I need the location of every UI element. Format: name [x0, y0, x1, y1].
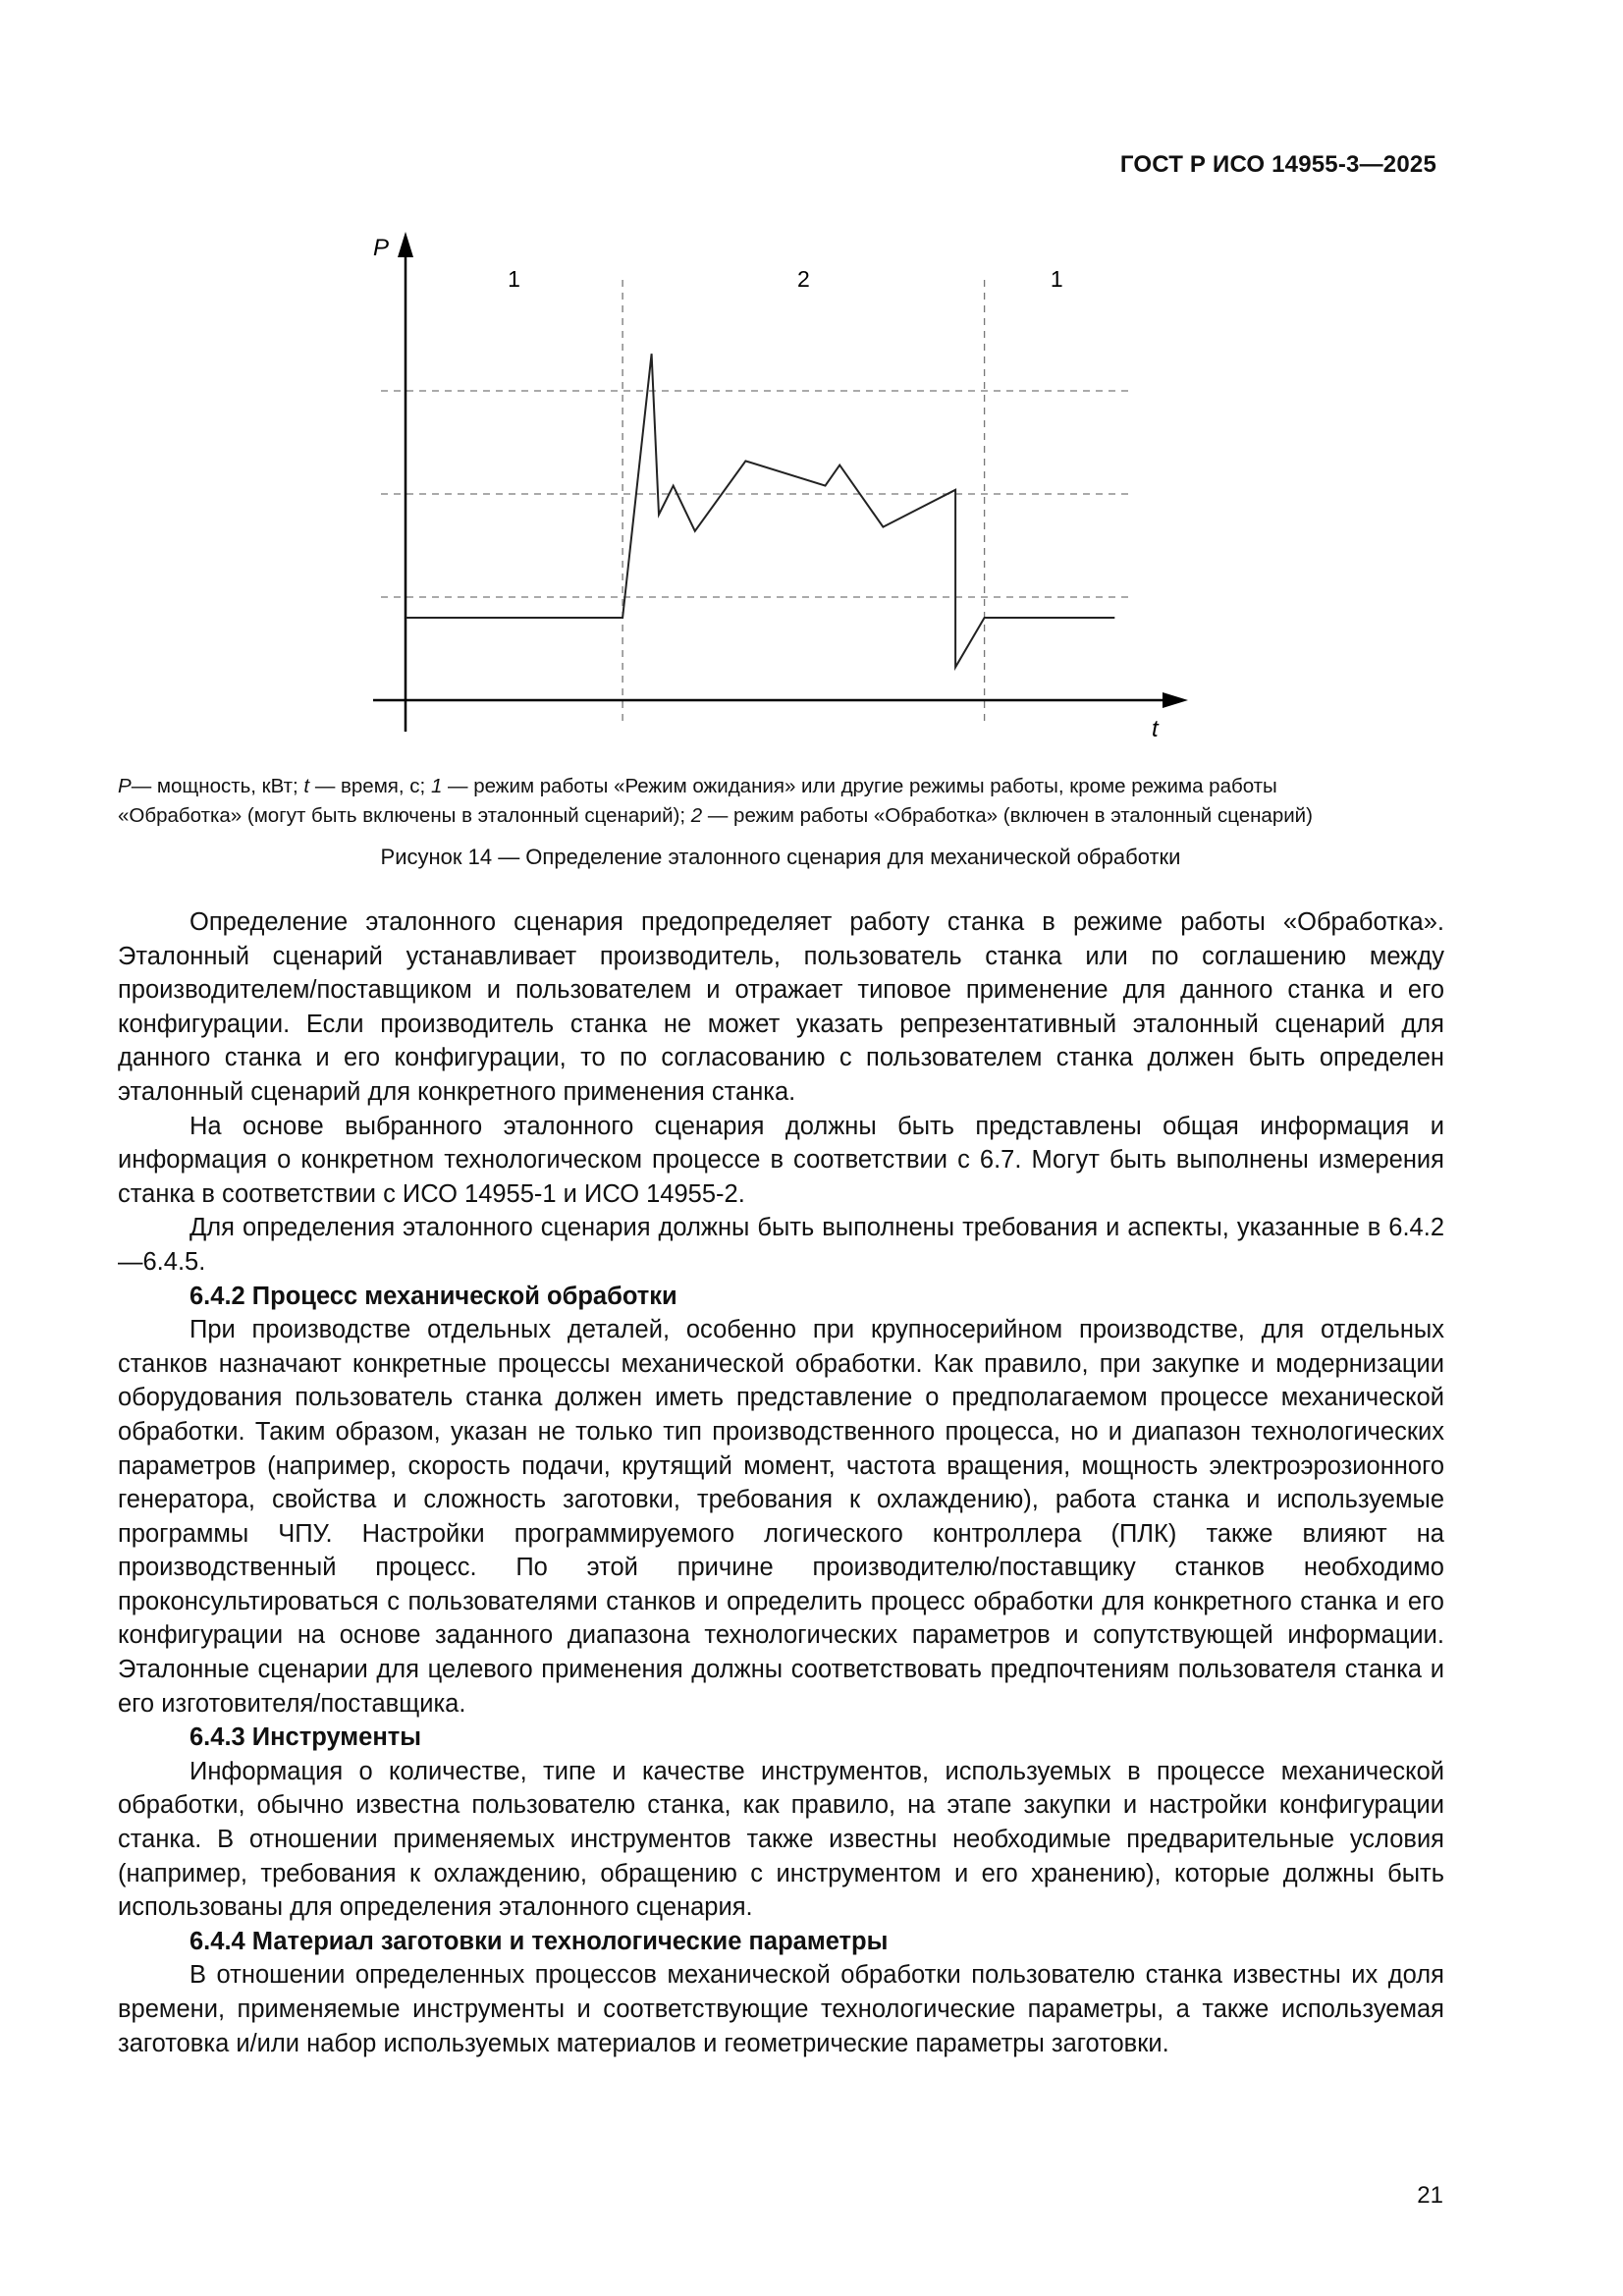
section-heading-6-4-2: 6.4.2 Процесс механической обработки — [189, 1282, 677, 1310]
legend-row-2 — [118, 801, 1443, 831]
x-axis-arrow — [1163, 692, 1188, 708]
paragraph-2: На основе выбранного эталонного сценария должны быть представлены общая информация и информация о конкретном технологическом процессе в соответствии с 6.7. Могут быть выполнены измерения станка в соответствии с ИСО 14955-1 и ИСО 14955-2. — [118, 1112, 1444, 1208]
chart-region-labels — [508, 266, 1063, 292]
body-text — [118, 905, 1444, 2060]
paragraph-5: Информация о количестве, типе и качестве инструментов, используемых в процессе механической обработки, обычно известна пользователю станка, как правило, на этапе закупки и настройки конфигурации станка. В отношении применяемых инструментов также известны необходимые предварительные условия (например, требования к охлаждению, обращению с инструментом и его хранению), которые должны быть использованы для определения эталонного сценария. — [118, 1757, 1444, 1922]
region-label-3: 1 — [1050, 266, 1063, 292]
legend-symbol-1: 1 — [430, 775, 443, 797]
legend-symbol-p: P — [118, 775, 132, 797]
legend-t-text: — время, с; — [309, 775, 431, 797]
paragraph-3: Для определения эталонного сценария должны быть выполнены требования и аспекты, указанные в 6.4.2—6.4.5. — [118, 1214, 1444, 1276]
paragraph-1: Определение эталонного сценария предопределяет работу станка в режиме работы «Обработка». Эталонный сценарий устанавливает производитель, пользователь станка или по соглашению между производителем/поставщиком и пользователем и отражает типовое применение для данного станка и его конфигурации. Если производитель станка не может указать репрезентативный эталонный сценарий для данного станка и его конфигурации, то по согласованию с пользователем станка должен быть определен эталонный сценарий для конкретного применения станка. — [118, 908, 1444, 1106]
region-label-1: 1 — [508, 266, 520, 292]
figure-caption: Рисунок 14 — Определение эталонного сценария для механической обработки — [380, 845, 1181, 869]
figure-legend — [118, 772, 1443, 831]
legend-symbol-t: t — [303, 775, 310, 797]
section-heading-6-4-3: 6.4.3 Инструменты — [189, 1723, 421, 1752]
legend-1-text: — режим работы «Режим ожидания» или другие режимы работы, кроме режима работы — [442, 775, 1277, 797]
legend-symbol-2: 2 — [690, 804, 703, 827]
power-time-chart — [0, 0, 1623, 766]
legend-row-1 — [118, 772, 1443, 801]
x-axis-label: t — [1152, 716, 1159, 742]
y-axis-label: P — [373, 235, 390, 261]
section-heading-6-4-4: 6.4.4 Материал заготовки и технологические параметры — [189, 1927, 889, 1955]
paragraph-6: В отношении определенных процессов механической обработки пользователю станка известны их доля времени, применяемые инструменты и соответствующие технологические параметры, а также используемая заготовка и/или набор используемых материалов и геометрические параметры заготовки. — [118, 1961, 1444, 2057]
chart-region-boundaries — [622, 280, 985, 722]
legend-p-text: — мощность, кВт; — [131, 775, 304, 797]
page-number: 21 — [1417, 2182, 1443, 2209]
paragraph-4: При производстве отдельных деталей, особенно при крупносерийном производстве, для отдельных станков назначают конкретные процессы механической обработки. Как правило, при закупке и модернизации оборудования пользователь станка должен иметь представление о предполагаемом процессе механической обработки. Таким образом, указан не только тип производственного процесса, но и диапазон технологических параметров (например, скорость подачи, крутящий момент, частота вращения, мощность электроэрозионного генератора, свойства и сложность заготовки, требования к охлаждению), работа станка и используемые программы ЧПУ. Настройки программируемого логического контроллера (ПЛК) также влияют на производственный процесс. По этой причине производителю/поставщику станков необходимо проконсультироваться с пользователями станков и определить процесс обработки для конкретного станка и его конфигурации на основе заданного диапазона технологических параметров и сопутствующей информации. Эталонные сценарии для целевого применения должны соответствовать предпочтениям пользователя станка и его изготовителя/поставщика. — [118, 1316, 1444, 1718]
region-label-2: 2 — [796, 266, 810, 292]
document-header: ГОСТ Р ИСО 14955-3—2025 — [1119, 151, 1436, 178]
power-series-line — [406, 354, 1114, 667]
y-axis-arrow — [398, 232, 413, 257]
legend-row2-b: — режим работы «Обработка» (включен в эталонный сценарий) — [702, 804, 1313, 827]
chart-gridlines — [381, 391, 1129, 597]
legend-row2-a: «Обработка» (могут быть включены в эталонный сценарий); — [118, 804, 691, 827]
